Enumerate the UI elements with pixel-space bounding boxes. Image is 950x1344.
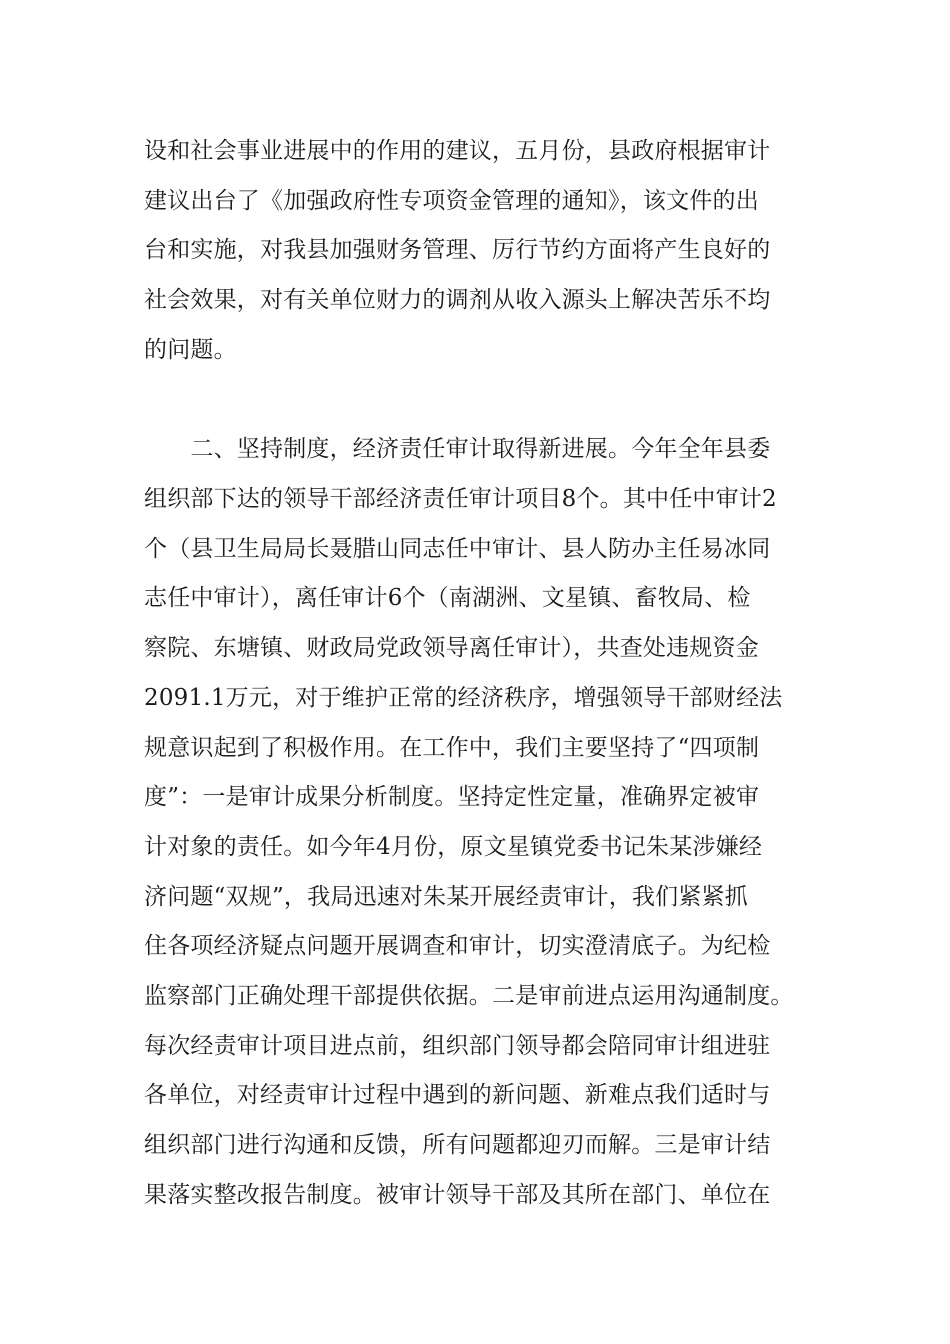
text-line: 果落实整改报告制度。被审计领导干部及其所在部门、单位在 [144,1182,771,1208]
text-line: 监察部门正确处理干部提供依据。二是审前进点运用沟通制度。 [144,983,794,1009]
text-line: 的问题。 [144,337,237,363]
text-line: 察院、东塘镇、财政局党政领导离任审计），共查处违规资金 [144,635,759,661]
text-line: 台和实施，对我县加强财务管理、厉行节约方面将产生良好的 [144,237,771,263]
text-line: 度”：一是审计成果分析制度。坚持定性定量，准确界定被审 [144,784,760,810]
text-line: 每次经责审计项目进点前，组织部门领导都会陪同审计组进驻 [144,1033,771,1059]
text-line: 组织部门进行沟通和反馈，所有问题都迎刃而解。三是审计结 [144,1132,771,1158]
text-line: 设和社会事业进展中的作用的建议，五月份，县政府根据审计 [144,138,771,164]
text-line: 志任中审计），离任审计6个（南湖洲、文星镇、畜牧局、检 [144,585,751,611]
text-line: 组织部下达的领导干部经济责任审计项目8个。其中任中审计2 [144,486,777,512]
text-line: 二、坚持制度，经济责任审计取得新进展。今年全年县委 [144,436,771,462]
text-line: 计对象的责任。如今年4月份，原文星镇党委书记朱某涉嫌经 [144,834,763,860]
text-line: 2091.1万元，对于维护正常的经济秩序，增强领导干部财经法 [144,685,783,711]
text-line: 社会效果，对有关单位财力的调剂从收入源头上解决苦乐不均 [144,287,771,313]
text-line: 个（县卫生局局长聂腊山同志任中审计、县人防办主任易冰同 [144,536,771,562]
text-line: 住各项经济疑点问题开展调查和审计，切实澄清底子。为纪检 [144,933,771,959]
text-line: 规意识起到了积极作用。在工作中，我们主要坚持了“四项制 [144,735,760,761]
text-line: 济问题“双规”，我局迅速对朱某开展经责审计，我们紧紧抓 [144,884,748,910]
text-line: 建议出台了《加强政府性专项资金管理的通知》，该文件的出 [144,188,759,214]
text-line: 各单位，对经责审计过程中遇到的新问题、新难点我们适时与 [144,1082,771,1108]
